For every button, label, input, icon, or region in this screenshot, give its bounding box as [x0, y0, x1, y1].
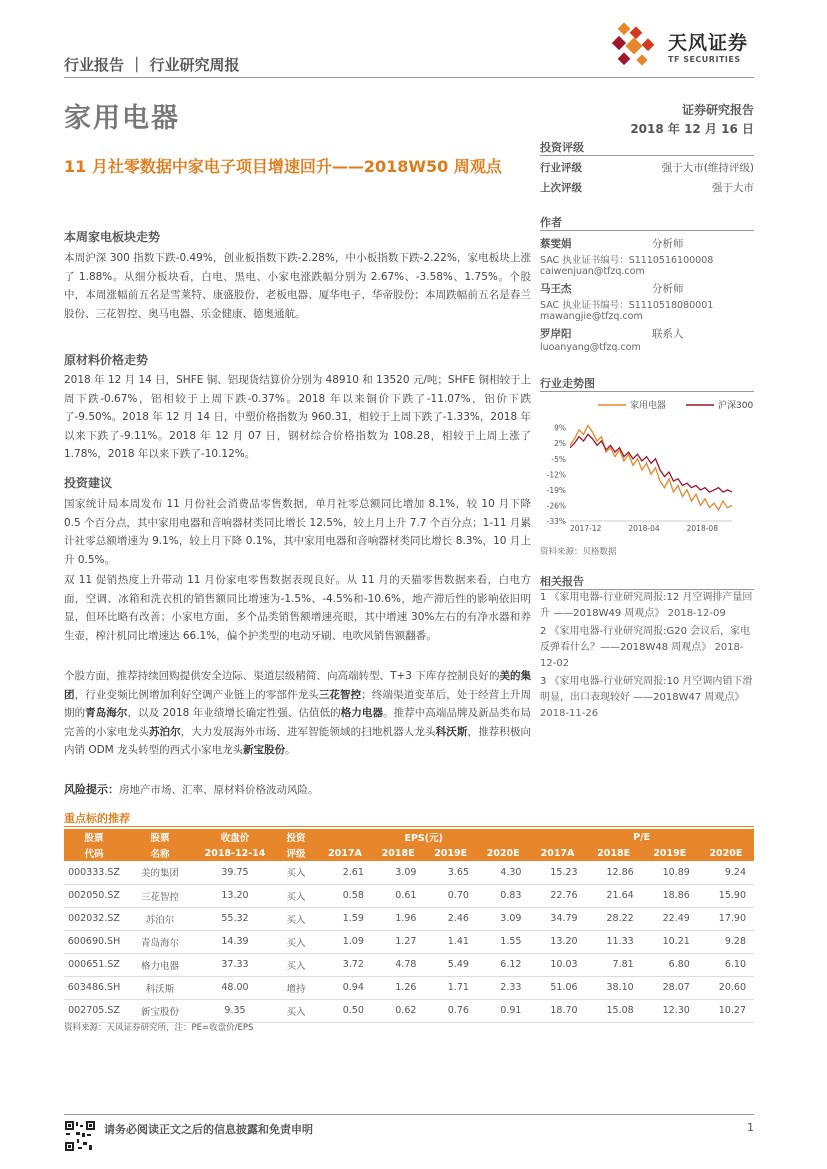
table-cell: 6.80 — [642, 953, 698, 976]
table-cell: 34.79 — [529, 907, 585, 930]
table-cell: 17.90 — [698, 907, 754, 930]
table-cell: 15.90 — [698, 884, 754, 907]
section-text-materials: 2018 年 12 月 14 日，SHFE 铜、铝现货结算价分别为 48910 和 13520 元/吨；SHFE 铜相较于上周下跌-0.67%，铝相较于上周下跌-0.37%。2018 年以来铜价下跌了-11.07%，铝价下跌了-9.50%。2018 年 12 月 14 日，中塑价格指数为 960.31，相较于上周下跌了-1.33%，2018 年以来下跌了-9.11%。2018 年 12 月 07 日，钢材综合价格指数为 108.28，相较于上周上涨了 1.78%，2018 年以来下跌了-10.12%。 — [64, 374, 531, 460]
author-email[interactable]: mawangjie@tfzq.com — [540, 311, 643, 322]
table-cell: 9.28 — [698, 930, 754, 953]
author-email[interactable]: caiwenjuan@tfzq.com — [540, 266, 645, 277]
header-cell: 2018-12-14 — [196, 845, 274, 861]
table-cell: 10.27 — [698, 999, 754, 1022]
table-row — [64, 884, 754, 907]
related-item[interactable]: 1 《家用电器-行业研究周报:12 月空调排产量回升 ——2018W49 周观点》 2018-12-09 — [540, 592, 753, 619]
rating-label: 行业评级 — [540, 162, 582, 174]
report-date: 2018 年 12 月 16 日 — [630, 122, 754, 136]
table-title-rule — [64, 826, 754, 827]
footer-disclaimer: 请务必阅读正文之后的信息披露和免责申明 — [104, 1123, 313, 1136]
footer-divider — [64, 1114, 754, 1115]
page-number: 1 — [747, 1121, 754, 1134]
author-title: 作者 — [540, 214, 754, 231]
header-cell: 2019E — [424, 845, 477, 861]
table-cell: 39.75 — [196, 861, 274, 884]
table-cell: 新宝股份 — [124, 999, 196, 1022]
table-cell: 10.89 — [642, 861, 698, 884]
chart-source: 资料来源：贝格数据 — [540, 547, 617, 557]
table-cell: 买入 — [274, 930, 318, 953]
logo-name: 天风证券 — [668, 32, 749, 54]
table-title: 重点标的推荐 — [64, 812, 130, 825]
related-item[interactable]: 3 《家用电器-行业研究周报:10 月空调内销下滑明显，出口表现较好 ——2018W47 周观点》 2018-11-26 — [540, 676, 753, 719]
trend-chart — [540, 393, 754, 533]
logo-mark-icon — [612, 22, 654, 65]
section-title-materials: 原材料价格走势 — [64, 353, 149, 367]
table-cell: 600690.SH — [64, 930, 124, 953]
section-title-market: 本周家电板块走势 — [64, 230, 161, 244]
table-cell: 002705.SZ — [64, 999, 124, 1022]
table-row — [64, 999, 754, 1022]
header-cell: 2018E — [372, 845, 425, 861]
series-line — [570, 425, 732, 510]
y-tick-label: -19% — [546, 485, 566, 495]
table-cell: 002032.SZ — [64, 907, 124, 930]
table-cell: 0.76 — [424, 999, 477, 1022]
table-cell: 1.09 — [318, 930, 372, 953]
stock-highlight: 科沃斯 — [435, 725, 468, 738]
related-title: 相关报告 — [540, 573, 754, 590]
header-divider — [64, 77, 754, 78]
table-cell: 37.33 — [196, 953, 274, 976]
advice-paragraph-1: 国家统计局本周发布 11 月份社会消费品零售数据，单月社零总额同比增加 8.1%，较 10 月下降 0.5 个百分点，其中家用电器和音响器材类同比增长 12.5%，较上月上升 7.7 个百分点；1-11 月累计社零总额增速为 9.1%，较上月下降 0.1%，其中家用电器和音响器材类同比增长 8.3%，10 月上升 0.5%。 — [64, 498, 531, 566]
table-cell: 13.20 — [529, 930, 585, 953]
table-cell: 0.50 — [318, 999, 372, 1022]
header-cell: 代码 — [64, 845, 124, 861]
section-title-advice: 投资建议 — [64, 476, 113, 490]
table-cell: 0.62 — [372, 999, 425, 1022]
table-cell: 苏泊尔 — [124, 907, 196, 930]
table-cell: 买入 — [274, 861, 318, 884]
stock-highlight: 格力电器 — [340, 707, 384, 719]
table-cell: 3.72 — [318, 953, 372, 976]
table-cell: 15.23 — [529, 861, 585, 884]
table-cell: 三花智控 — [124, 884, 196, 907]
table-cell: 增持 — [274, 976, 318, 999]
table-cell: 1.26 — [372, 976, 425, 999]
author-cert: SAC 执业证书编号：S1110518080001 — [540, 300, 714, 311]
table-cell: 0.94 — [318, 976, 372, 999]
table-row — [64, 861, 754, 884]
table-row — [64, 930, 754, 953]
table-cell: 3.09 — [372, 861, 425, 884]
table-header-row — [64, 829, 754, 845]
legend-label: 沪深300 — [718, 401, 754, 411]
table-cell: 13.20 — [196, 884, 274, 907]
risk-note: 风险提示：房地产市场、汇率、原材料价格波动风险。 — [64, 783, 319, 796]
table-cell: 美的集团 — [124, 861, 196, 884]
industry-title: 家用电器 — [64, 103, 180, 134]
table-cell: 10.03 — [529, 953, 585, 976]
table-cell: 22.76 — [529, 884, 585, 907]
author-role: 分析师 — [652, 283, 684, 295]
header-cell: EPS(元) — [318, 829, 529, 845]
y-tick-label: -5% — [551, 454, 566, 464]
table-source: 资料来源：天风证券研究所，注：PE=收盘价/EPS — [64, 1023, 254, 1033]
header-cell: P/E — [529, 829, 754, 845]
series-line — [570, 434, 732, 492]
table-cell: 15.08 — [586, 999, 642, 1022]
table-cell: 6.12 — [477, 953, 530, 976]
logo-en: TF SECURITIES — [668, 55, 741, 64]
header-cell: 投资 — [274, 829, 318, 845]
table-cell: 0.61 — [372, 884, 425, 907]
y-tick-label: 2% — [554, 439, 566, 449]
table-cell: 002050.SZ — [64, 884, 124, 907]
table-cell: 22.49 — [642, 907, 698, 930]
table-cell: 1.59 — [318, 907, 372, 930]
table-cell: 2.61 — [318, 861, 372, 884]
table-cell: 7.81 — [586, 953, 642, 976]
table-cell: 2.46 — [424, 907, 477, 930]
table-cell: 格力电器 — [124, 953, 196, 976]
report-type: 证券研究报告 — [681, 103, 754, 117]
header-cell: 2017A — [318, 845, 372, 861]
table-cell: 28.07 — [642, 976, 698, 999]
author-cert: SAC 执业证书编号：S1110516100008 — [540, 255, 714, 266]
table-cell: 1.71 — [424, 976, 477, 999]
author-name: 马王杰 — [540, 283, 572, 295]
y-tick-label: -33% — [546, 517, 566, 526]
stock-highlight: 青岛海尔 — [85, 707, 128, 719]
table-row — [64, 907, 754, 930]
table-cell: 青岛海尔 — [124, 930, 196, 953]
legend-label: 家用电器 — [630, 401, 667, 411]
header-cell: 股票 — [124, 829, 196, 845]
table-cell: 4.30 — [477, 861, 530, 884]
stock-highlight: 三花智控 — [318, 688, 362, 701]
stock-highlight: 新宝股份 — [243, 744, 286, 756]
table-row — [64, 976, 754, 999]
table-cell: 2.33 — [477, 976, 530, 999]
prev-rating-value: 强于大市 — [712, 182, 754, 194]
author-email[interactable]: luoanyang@tfzq.com — [540, 342, 641, 353]
table-header-row — [64, 845, 754, 861]
table-cell: 4.78 — [372, 953, 425, 976]
table-cell: 9.35 — [196, 999, 274, 1022]
report-title: 11 月社零数据中家电子项目增速回升——2018W50 周观点 — [64, 157, 502, 176]
stock-highlight: 美的集团 — [64, 670, 532, 701]
rating-title: 投资评级 — [540, 139, 754, 156]
header-cell: 收盘价 — [196, 829, 274, 845]
table-cell: 0.91 — [477, 999, 530, 1022]
author-name: 罗岸阳 — [540, 328, 572, 340]
table-cell: 1.27 — [372, 930, 425, 953]
trend-title: 行业走势图 — [540, 375, 754, 392]
table-cell: 1.96 — [372, 907, 425, 930]
x-tick-label: 2018-08 — [686, 524, 718, 533]
table-cell: 12.30 — [642, 999, 698, 1022]
author-role: 分析师 — [652, 238, 684, 250]
table-cell: 51.06 — [529, 976, 585, 999]
header-cell: 股票 — [64, 829, 124, 845]
table-cell: 买入 — [274, 953, 318, 976]
advice-paragraph-2: 双 11 促销热度上升带动 11 月份家电零售数据表现良好。从 11 月的天猫零售数据来看，白电方面，空调、冰箱和洗衣机的销售额同比增速为-1.5%、-4.5%和-10.6%，地产滞后性的影响依旧明显，但环比略有改善；小家电方面，多个品类销售额增速亮眼，其中增速 30%左右的有净水器和养生壶，榨汁机同比增速达 66.1%，偏个护类型的电动牙刷、电吹风销售额翻番。 — [64, 574, 531, 642]
y-tick-label: -26% — [546, 501, 566, 511]
header-cell: 评级 — [274, 845, 318, 861]
table-cell: 000651.SZ — [64, 953, 124, 976]
table-cell: 6.10 — [698, 953, 754, 976]
header-cell: 2018E — [586, 845, 642, 861]
rating-value: 强于大市(维持评级) — [661, 162, 754, 174]
table-cell: 000333.SZ — [64, 861, 124, 884]
table-cell: 20.60 — [698, 976, 754, 999]
table-cell: 0.83 — [477, 884, 530, 907]
section-text-market: 本周沪深 300 指数下跌-0.49%，创业板指数下跌-2.28%，中小板指数下跌-2.22%，家电板块上涨了 1.88%。从细分板块看，白电、黑电、小家电涨跌幅分别为 2.67%、-3.58%、1.75%。个股中，本周涨幅前五名是雪莱特、康盛股份、老板电器、厦华电子、华帝股份；本周跌幅前五名是春兰股份、三花智控、奥马电器、乐金健康、德奥通航。 — [64, 252, 531, 320]
table-cell: 12.86 — [586, 861, 642, 884]
table-cell: 买入 — [274, 884, 318, 907]
table-cell: 48.00 — [196, 976, 274, 999]
header-cell: 2019E — [642, 845, 698, 861]
table-cell: 14.39 — [196, 930, 274, 953]
table-cell: 0.58 — [318, 884, 372, 907]
x-tick-label: 2017-12 — [570, 524, 602, 533]
table-cell: 1.55 — [477, 930, 530, 953]
table-cell: 18.70 — [529, 999, 585, 1022]
table-cell: 0.70 — [424, 884, 477, 907]
table-cell: 11.33 — [586, 930, 642, 953]
table-cell: 21.64 — [586, 884, 642, 907]
table-cell: 55.32 — [196, 907, 274, 930]
related-list — [540, 590, 754, 722]
table-cell: 5.49 — [424, 953, 477, 976]
table-cell: 3.09 — [477, 907, 530, 930]
table-cell: 科沃斯 — [124, 976, 196, 999]
table-row — [64, 953, 754, 976]
prev-rating-label: 上次评级 — [540, 182, 582, 194]
table-cell: 10.21 — [642, 930, 698, 953]
stock-table — [64, 829, 754, 1023]
table-cell: 18.86 — [642, 884, 698, 907]
y-tick-label: -12% — [546, 470, 566, 480]
y-tick-label: 9% — [554, 423, 566, 433]
advice-paragraph-3: 个股方面，推荐持续回购提供安全边际、渠道层级精简、向高端转型、T+3 下库存控制良好的美的集团，行业变频比例增加利好空调产业链上的零部件龙头三花智控；终端渠道变革后，处于经营上升周期的青岛海尔，以及 2018 年业绩增长确定性强、估值低的格力电器。推荐中高端品牌及新品类布局完善的小家电龙头苏泊尔，大力发展海外市场、进军智能领域的扫地机器人龙头科沃斯，推荐积极向内销 ODM 龙头转型的西式小家电龙头新宝股份。 — [64, 670, 532, 756]
header-cell: 2020E — [477, 845, 530, 861]
table-cell: 1.41 — [424, 930, 477, 953]
author-name: 蔡雯娟 — [540, 238, 572, 250]
table-cell: 28.22 — [586, 907, 642, 930]
table-cell: 9.24 — [698, 861, 754, 884]
table-cell: 3.65 — [424, 861, 477, 884]
header-cell: 名称 — [124, 845, 196, 861]
table-cell: 38.10 — [586, 976, 642, 999]
author-role: 联系人 — [652, 328, 684, 340]
table-cell: 603486.SH — [64, 976, 124, 999]
related-item[interactable]: 2 《家用电器-行业研究周报:G20 会议后，家电反弹看什么？——2018W48 周观点》 2018-12-02 — [540, 626, 751, 669]
x-tick-label: 2018-04 — [628, 524, 660, 533]
stock-highlight: 苏泊尔 — [148, 725, 181, 738]
header-cell: 2020E — [698, 845, 754, 861]
report-category: 行业报告 ｜ 行业研究周报 — [64, 56, 240, 74]
header-cell: 2017A — [529, 845, 585, 861]
table-cell: 买入 — [274, 999, 318, 1022]
table-cell: 买入 — [274, 907, 318, 930]
qr-code-icon — [64, 1120, 96, 1152]
